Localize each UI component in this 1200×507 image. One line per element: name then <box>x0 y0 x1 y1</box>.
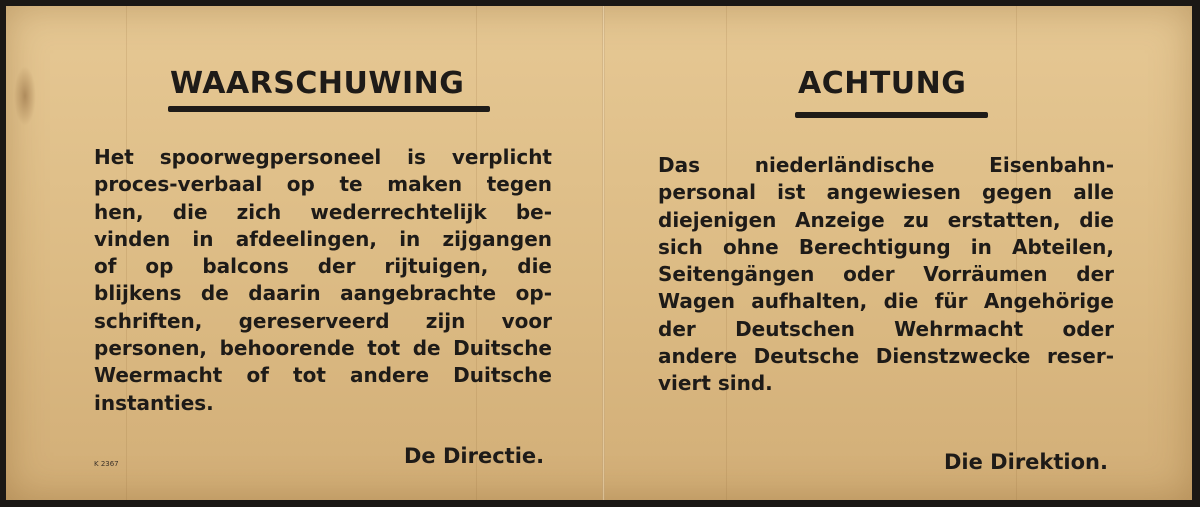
german-line: viert sind. <box>658 371 773 396</box>
dutch-line: personen, behoorende tot de Duitsche <box>94 336 552 361</box>
german-line: diejenigen Anzeige zu erstatten, die <box>658 207 1114 232</box>
german-panel <box>658 6 1114 500</box>
dutch-line: Weermacht of tot andere Duitsche <box>94 363 552 388</box>
german-signature: Die Direktion. <box>944 450 1108 474</box>
german-line: andere Deutsche Dienstzwecke reser- <box>658 344 1114 369</box>
dutch-heading: WAARSCHUWING <box>170 66 465 101</box>
center-fold <box>602 6 605 500</box>
dutch-body <box>94 144 552 417</box>
dutch-line: instanties. <box>94 390 214 415</box>
dutch-line: schriften, gereserveerd zijn voor <box>94 308 552 333</box>
dutch-line: of op balcons der rijtuigen, die <box>94 254 552 279</box>
dutch-signature: De Directie. <box>404 444 545 468</box>
german-heading-underline <box>795 112 988 118</box>
print-code: K 2367 <box>94 460 119 468</box>
german-line: personal ist angewiesen gegen alle <box>658 180 1114 205</box>
german-body <box>658 152 1114 398</box>
dutch-line: Het spoorwegpersoneel is verplicht <box>94 145 552 169</box>
dutch-line: hen, die zich wederrechtelijk be- <box>94 199 552 224</box>
dutch-line: blijkens de daarin aangebrachte op- <box>94 281 552 306</box>
dutch-heading-underline <box>168 106 490 112</box>
german-line: Das niederländische Eisenbahn- <box>658 153 1114 177</box>
notice-sheet <box>6 6 1192 500</box>
german-line: Seitengängen oder Vorräumen der <box>658 262 1114 287</box>
german-heading: ACHTUNG <box>798 66 967 101</box>
german-line: der Deutschen Wehrmacht oder <box>658 316 1114 341</box>
german-line: sich ohne Berechtigung in Abteilen, <box>658 234 1114 259</box>
german-line: Wagen aufhalten, die für Angehörige <box>658 289 1114 314</box>
dutch-panel <box>94 6 552 500</box>
dutch-line: proces-verbaal op te maken tegen <box>94 172 552 197</box>
paper-stain <box>14 66 36 126</box>
dutch-line: vinden in afdeelingen, in zijgangen <box>94 226 552 251</box>
